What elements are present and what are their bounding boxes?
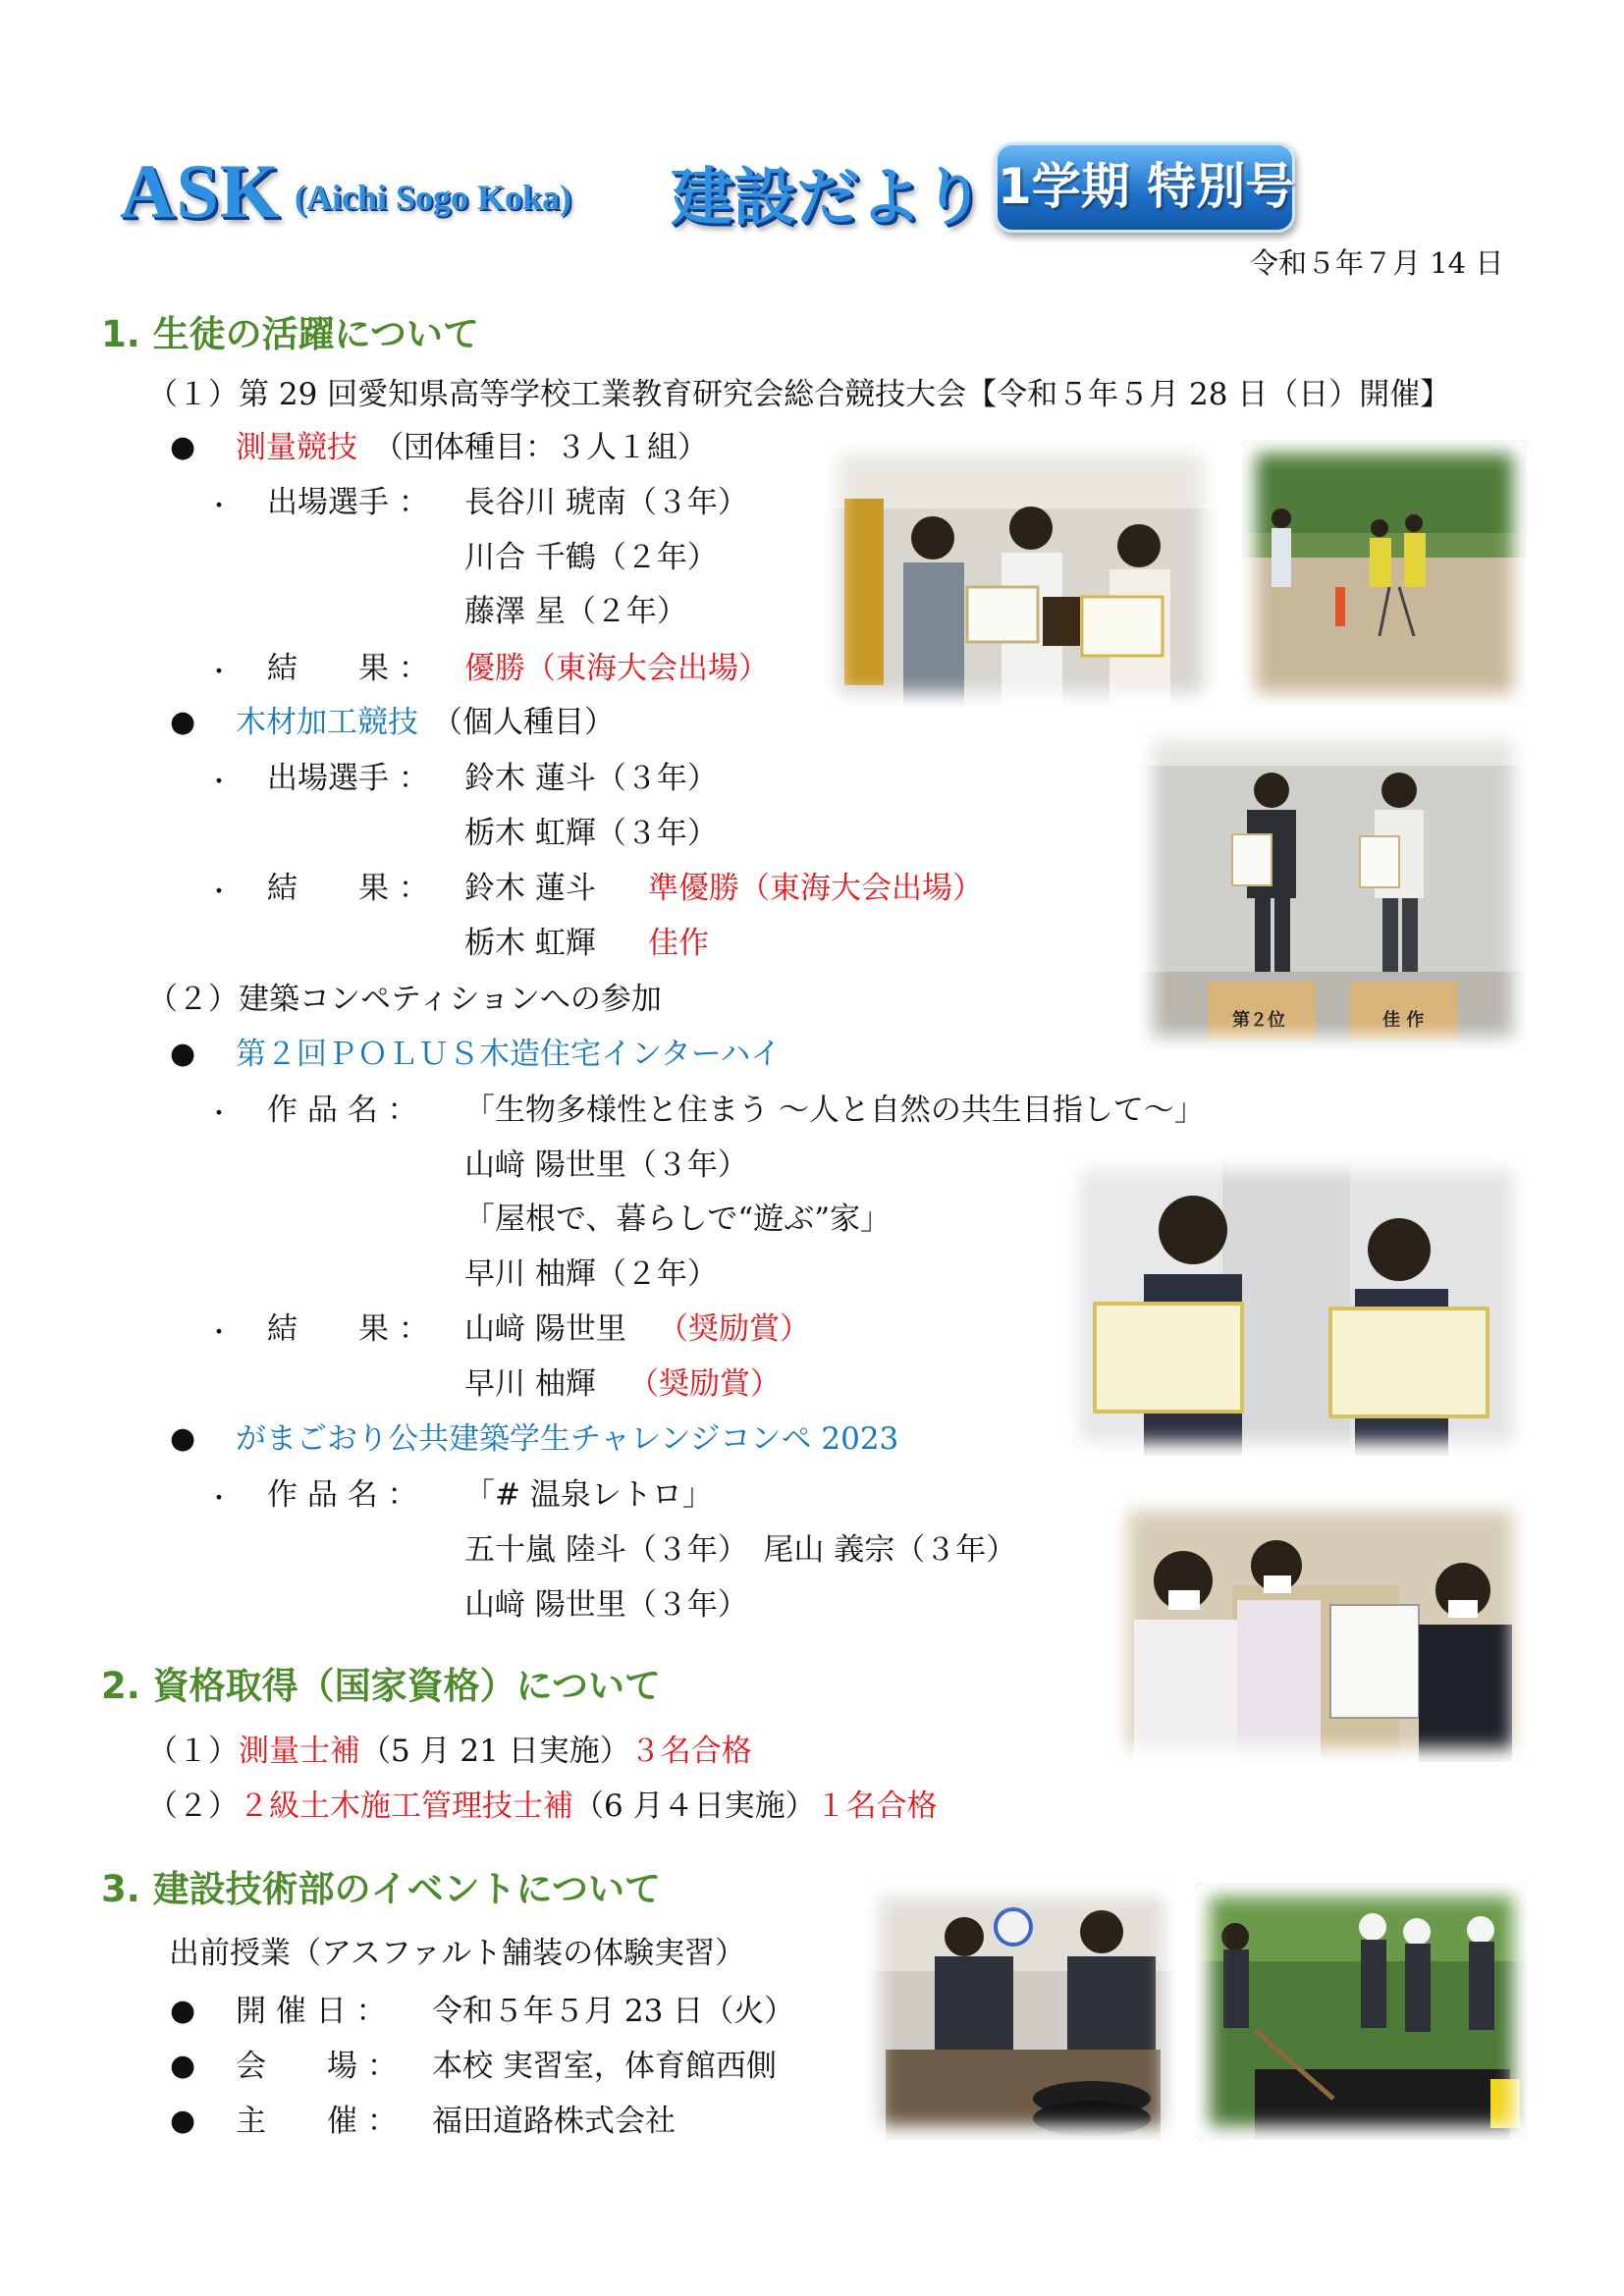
title-aichi-sogo-koka: (Aichi Sogo Koka) bbox=[295, 178, 572, 217]
survey-player-2: 川合 千鶴（２年） bbox=[464, 540, 718, 575]
polus-work-author-2: 早川 柚輝（２年） bbox=[464, 1256, 718, 1292]
bullet-icon: ● bbox=[170, 2104, 196, 2138]
cert-1-detail: （5 月 21 日実施） bbox=[360, 1734, 630, 1769]
gamagori-title: 「# 温泉レトロ」 bbox=[464, 1477, 713, 1513]
issue-date: 令和５年７月 14 日 bbox=[1250, 246, 1504, 280]
survey-name: 測量競技 bbox=[236, 430, 357, 465]
polus-work-title-1: 「生物多様性と住まう 〜人と自然の共生目指して〜」 bbox=[464, 1093, 1205, 1128]
title-ask: ASK bbox=[120, 148, 281, 234]
cert-1 bbox=[147, 1732, 752, 1771]
photo-polus-award bbox=[1065, 1156, 1527, 1456]
photo-survey-field bbox=[1242, 440, 1527, 707]
bullet-icon: ● bbox=[170, 430, 196, 464]
survey-result: 優勝（東海大会出場） bbox=[464, 651, 769, 686]
event-date-value: 令和５年５月 23 日（火） bbox=[432, 1994, 795, 2029]
photo-asphalt-outdoor bbox=[1196, 1883, 1527, 2140]
event-host-label: 主 催 ： bbox=[236, 2104, 398, 2139]
polus-work-author-1: 山﨑 陽世里（３年） bbox=[464, 1148, 748, 1183]
cert-2-result: １名合格 bbox=[815, 1789, 938, 1824]
photo-survey-team-award bbox=[825, 440, 1218, 707]
gamagori-authors-2: 山﨑 陽世里（３年） bbox=[464, 1587, 748, 1623]
polus-result-label: 結 果 ： bbox=[267, 1311, 429, 1347]
cert-2-name: ２級土木施工管理技士補 bbox=[239, 1789, 573, 1824]
cert-1-num: （１） bbox=[147, 1734, 239, 1769]
polus-result-name-1: 山﨑 陽世里 bbox=[464, 1311, 626, 1347]
dot-icon: ・ bbox=[206, 658, 233, 687]
polus-result-award-1: （奨励賞） bbox=[658, 1311, 810, 1347]
wood-category: （個人種目） bbox=[432, 705, 615, 740]
wood-result-label: 結 果 ： bbox=[267, 871, 429, 906]
polus-result-award-2: （奨励賞） bbox=[628, 1366, 781, 1402]
wood-result-award-2: 佳作 bbox=[648, 926, 709, 961]
bullet-icon: ● bbox=[170, 1037, 196, 1071]
event-host-value: 福田道路株式会社 bbox=[432, 2104, 676, 2139]
survey-result-label: 結 果 ： bbox=[267, 651, 429, 686]
bullet-icon: ● bbox=[170, 1994, 196, 2028]
bullet-icon: ● bbox=[170, 705, 196, 739]
photo-gamagori bbox=[1114, 1497, 1527, 1762]
dot-icon: ・ bbox=[206, 1484, 233, 1514]
dot-icon: ・ bbox=[206, 878, 233, 907]
photo-asphalt-indoor bbox=[866, 1883, 1178, 2140]
gamagori-authors-1: 五十嵐 陸斗（３年） 尾山 義宗（３年） bbox=[464, 1532, 1017, 1568]
wood-result-award-1: 準優勝（東海大会出場） bbox=[648, 871, 983, 906]
section3-heading: 3. 建設技術部のイベントについて bbox=[101, 1868, 661, 1910]
polus-work-title-2: 「屋根で、暮らしで“遊ぶ”家」 bbox=[464, 1201, 892, 1237]
title-kensetsu-dayori: 建設だより bbox=[671, 162, 985, 235]
section1-heading: 1. 生徒の活躍について bbox=[101, 313, 479, 355]
wood-player-1: 鈴木 蓮斗（３年） bbox=[464, 761, 718, 796]
dot-icon: ・ bbox=[206, 1318, 233, 1348]
section1-sub1: （１）第 29 回愛知県高等学校工業教育研究会総合競技大会【令和５年５月 28 日（日）開催】 bbox=[147, 377, 1451, 412]
survey-player-3: 藤澤 星（２年） bbox=[464, 594, 687, 629]
cert-2-num: （２） bbox=[147, 1789, 239, 1824]
wood-result-name-1: 鈴木 蓮斗 bbox=[464, 871, 596, 906]
section2-heading: 2. 資格取得（国家資格）について bbox=[101, 1665, 661, 1707]
gamagori-name: がまごおり公共建築学生チャレンジコンペ 2023 bbox=[236, 1421, 899, 1457]
polus-works-label: 作 品 名 ： bbox=[267, 1093, 418, 1128]
dot-icon: ・ bbox=[206, 492, 233, 521]
cert-1-result: ３名合格 bbox=[629, 1734, 752, 1769]
dot-icon: ・ bbox=[206, 1099, 233, 1129]
event-title: 出前授業（アスファルト舗装の体験実習） bbox=[169, 1936, 746, 1971]
wood-players-label: 出場選手 ： bbox=[267, 761, 429, 796]
event-date-label: 開 催 日 ： bbox=[236, 1994, 387, 2029]
polus-name: 第２回ＰＯＬＵＳ木造住宅インターハイ bbox=[236, 1037, 782, 1072]
bullet-icon: ● bbox=[170, 2049, 196, 2083]
section1-sub2: （２）建築コンペティションへの参加 bbox=[147, 982, 662, 1017]
wood-name: 木材加工競技 bbox=[236, 705, 418, 740]
survey-players-label: 出場選手 ： bbox=[267, 485, 429, 520]
polus-result-name-2: 早川 柚輝 bbox=[464, 1366, 596, 1402]
cert-2-detail: （6 月４日実施） bbox=[573, 1789, 816, 1824]
photo-label-2nd: 第２位 bbox=[1232, 1010, 1285, 1031]
wood-player-2: 栃木 虹輝（３年） bbox=[464, 816, 718, 851]
dot-icon: ・ bbox=[206, 768, 233, 797]
survey-category: （団体種目：３人１組） bbox=[373, 430, 708, 465]
survey-player-1: 長谷川 琥南（３年） bbox=[464, 485, 748, 520]
photo-wood-award bbox=[1139, 726, 1527, 1050]
photo-label-honor: 佳 作 bbox=[1382, 1010, 1425, 1031]
gamagori-works-label: 作 品 名 ： bbox=[267, 1477, 418, 1513]
cert-2 bbox=[147, 1787, 938, 1826]
event-venue-value: 本校 実習室，体育館西側 bbox=[432, 2049, 777, 2084]
special-issue-badge: 1学期 特別号 bbox=[995, 142, 1295, 233]
wood-result-name-2: 栃木 虹輝 bbox=[464, 926, 596, 961]
bullet-icon: ● bbox=[170, 1421, 196, 1456]
cert-1-name: 測量士補 bbox=[239, 1734, 360, 1769]
event-venue-label: 会 場 ： bbox=[236, 2049, 398, 2084]
